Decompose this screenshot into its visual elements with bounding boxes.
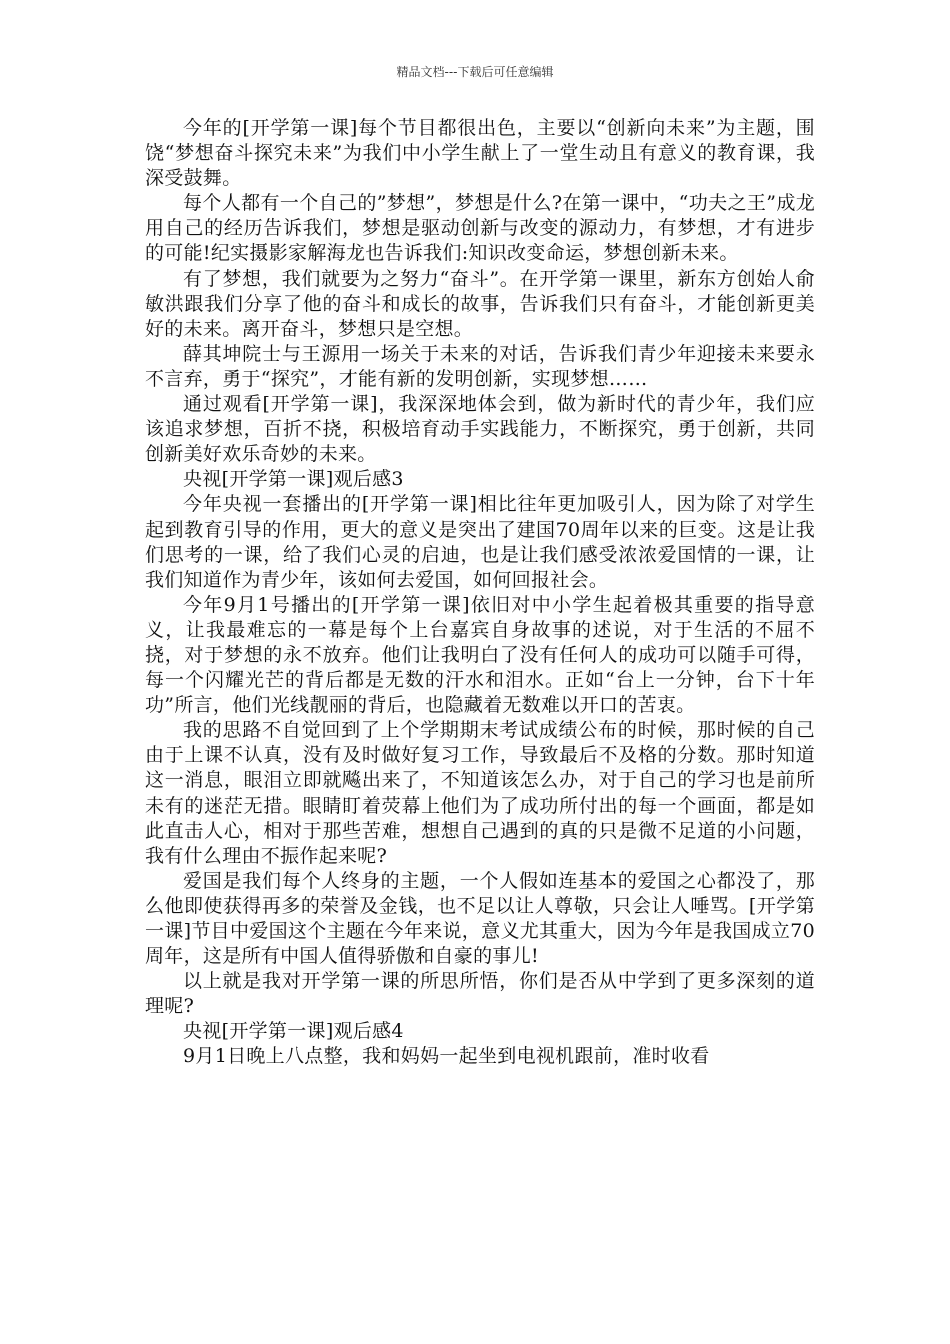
paragraph: 爱国是我们每个人终身的主题，一个人假如连基本的爱国之心都没了，那么他即使获得再多的荣誉及金钱，也不足以让人尊敬，只会让人唾骂。[开学第一课]节目中爱国这个主题在今年来说，意义尤其重大，因为今年是我国成立70周年，这是所有中国人值得骄傲和自豪的事儿! [145, 869, 815, 968]
paragraph: 有了梦想，我们就要为之努力“奋斗”。在开学第一课里，新东方创始人俞敏洪跟我们分享了他的奋斗和成长的故事，告诉我们只有奋斗，才能创新更美好的未来。离开奋斗，梦想只是空想。 [145, 267, 815, 340]
paragraph: 9月1日晚上八点整，我和妈妈一起坐到电视机跟前，准时收看 [183, 1045, 710, 1068]
paragraph: 今年的[开学第一课]每个节目都很出色，主要以“创新向未来”为主题，围饶“梦想奋斗探究未来”为我们中小学生献上了一堂生动且有意义的教育课，我深受鼓舞。 [145, 117, 815, 190]
section-heading: 央视[开学第一课]观后感3 [183, 468, 404, 491]
paragraph: 以上就是我对开学第一课的所思所悟，你们是否从中学到了更多深刻的道理呢? [145, 970, 815, 1018]
paragraph: 通过观看[开学第一课]，我深深地体会到，做为新时代的青少年，我们应该追求梦想，百折不挠，积极培育动手实践能力，不断探究，勇于创新，共同创新美好欢乐奇妙的未来。 [145, 393, 815, 466]
paragraph: 今年央视一套播出的[开学第一课]相比往年更加吸引人，因为除了对学生起到教育引导的作用，更大的意义是突出了建国70周年以来的巨变。这是让我们思考的一课，给了我们心灵的启迪，也是让我们感受浓浓爱国情的一课，让我们知道作为青少年，该如何去爱国，如何回报社会。 [145, 493, 815, 591]
document-body [145, 116, 815, 1070]
paragraph: 今年9月1号播出的[开学第一课]依旧对中小学生起着极其重要的指导意义，让我最难忘的一幕是每个上台嘉宾自身故事的述说，对于生活的不屈不挠，对于梦想的永不放弃。他们让我明白了没有任何人的成功可以随手可得，每一个闪耀光芒的背后都是无数的汗水和泪水。正如“台上一分钟，台下十年功”所言，他们光线靓丽的背后，也隐藏着无数难以开口的苦衷。 [145, 593, 815, 717]
paragraph: 每个人都有一个自己的”梦想”，梦想是什么?在第一课中，“功夫之王”成龙用自己的经历告诉我们，梦想是驱动创新与改变的源动力，有梦想，才有进步的可能!纪实摄影家解海龙也告诉我们:知识改变命运，梦想创新未来。 [145, 192, 815, 265]
section-heading: 央视[开学第一课]观后感4 [183, 1020, 404, 1043]
page-header: 精品文档---下载后可任意编辑 [396, 65, 554, 79]
paragraph: 薛其坤院士与王源用一场关于未来的对话，告诉我们青少年迎接未来要永不言弃，勇于“探究”，才能有新的发明创新，实现梦想…… [145, 342, 815, 390]
paragraph: 我的思路不自觉回到了上个学期期末考试成绩公布的时候，那时候的自己由于上课不认真，没有及时做好复习工作，导致最后不及格的分数。那时知道这一消息，眼泪立即就飚出来了，不知道该怎么办，对于自己的学习也是前所未有的迷茫无措。眼睛盯着荧幕上他们为了成功所付出的每一个画面，都是如此直击人心，相对于那些苦难，想想自己遇到的真的只是微不足道的小问题，我有什么理由不振作起来呢? [145, 719, 815, 867]
